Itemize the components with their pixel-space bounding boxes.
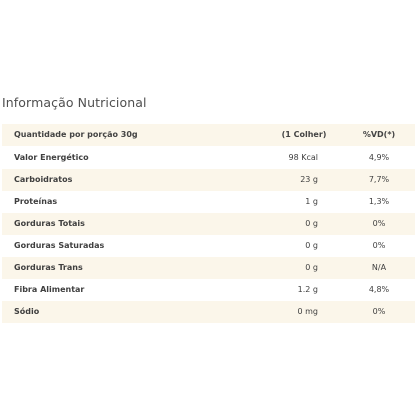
nutrient-name: Gorduras Trans xyxy=(14,263,83,272)
nutrient-amount: 1.2 g xyxy=(297,285,318,294)
nutrient-amount: 23 g xyxy=(300,175,318,184)
nutrient-name: Proteínas xyxy=(14,197,58,206)
table-row xyxy=(2,279,415,301)
table-row xyxy=(2,257,415,279)
nutrient-name: Fibra Alimentar xyxy=(14,285,85,294)
page-title: Informação Nutricional xyxy=(2,95,147,110)
table-row xyxy=(2,235,415,257)
nutrient-name: Sódio xyxy=(14,307,40,316)
header-serving-size: Quantidade por porção 30g xyxy=(14,130,138,139)
nutrient-amount: 1 g xyxy=(305,197,318,206)
nutrient-daily-value: 4,9% xyxy=(368,153,390,162)
nutrient-daily-value: 0% xyxy=(372,219,386,228)
nutrient-amount: 0 g xyxy=(305,263,318,272)
table-row xyxy=(2,213,415,235)
nutrient-amount: 0 g xyxy=(305,219,318,228)
nutrient-name: Gorduras Totais xyxy=(14,219,85,228)
nutrient-amount: 0 g xyxy=(305,241,318,250)
table-header-row xyxy=(2,124,415,146)
header-portion: (1 Colher) xyxy=(281,130,327,139)
nutrition-table xyxy=(2,124,415,323)
table-row xyxy=(2,301,415,323)
table-row xyxy=(2,169,415,191)
nutrient-daily-value: N/A xyxy=(371,263,387,272)
nutrient-daily-value: 0% xyxy=(372,307,386,316)
table-row xyxy=(2,147,415,169)
nutrient-amount: 0 mg xyxy=(297,307,318,316)
nutrient-name: Valor Energético xyxy=(14,153,89,162)
header-daily-value: %VD(*) xyxy=(362,130,396,139)
nutrient-daily-value: 4,8% xyxy=(368,285,390,294)
nutrient-daily-value: 7,7% xyxy=(368,175,390,184)
nutrient-amount: 98 Kcal xyxy=(288,153,318,162)
nutrient-name: Gorduras Saturadas xyxy=(14,241,105,250)
table-row xyxy=(2,191,415,213)
nutrient-daily-value: 0% xyxy=(372,241,386,250)
nutrient-daily-value: 1,3% xyxy=(368,197,390,206)
nutrient-name: Carboidratos xyxy=(14,175,73,184)
